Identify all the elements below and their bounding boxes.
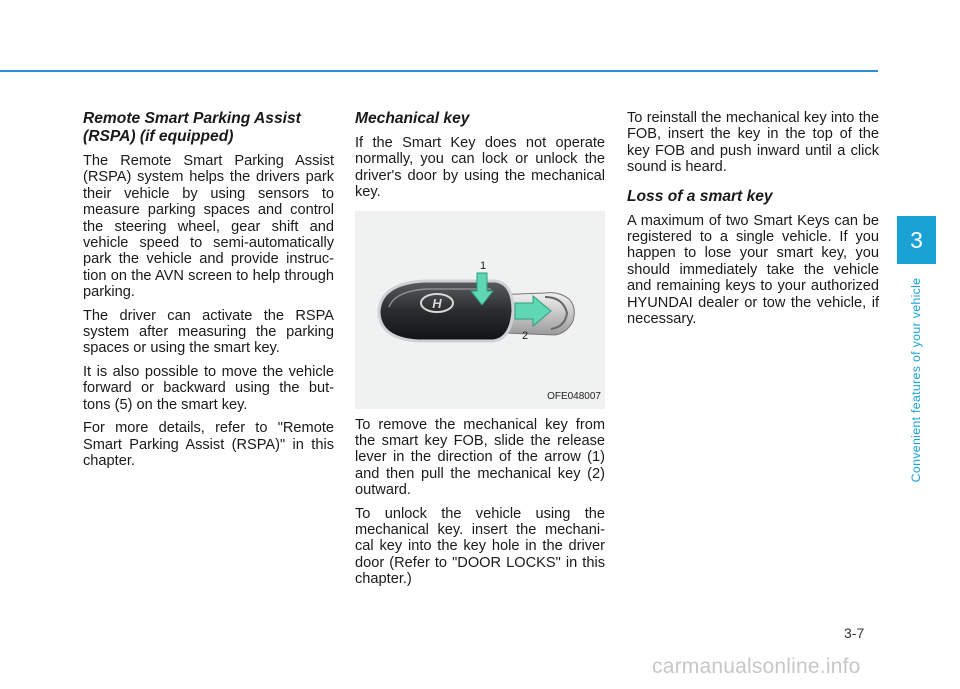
column-rspa (83, 110, 334, 476)
chapter-side-title: Convenient features of your vehicle (909, 277, 923, 483)
callout-1: 1 (479, 259, 487, 272)
column-loss-of-key (627, 110, 879, 334)
watermark: carmanualsonline.info (652, 655, 861, 678)
rspa-paragraph-3: It is also possible to move the vehicle forward or backward using the but-tons (5) on the smart key. (83, 363, 334, 413)
column-mechanical-key (355, 110, 605, 595)
callout-2: 2 (521, 329, 529, 342)
top-rule (0, 70, 878, 72)
smart-key-illustration (355, 211, 605, 409)
rspa-paragraph-4: For more details, refer to "Remote Smart Parking Assist (RSPA)" in this chapter. (83, 420, 334, 469)
reinstall-paragraph: To reinstall the mechanical key into the FOB, insert the key in the top of the key FOB and push inward until a click sound is heard. (627, 110, 879, 176)
loss-heading: Loss of a smart key (627, 187, 773, 205)
mechanical-key-paragraph-1: To remove the mechanical key from the smart key FOB, slide the release lever in the direction of the arrow (1) and then pull the mechanical key (2) outward. (355, 416, 605, 499)
mechanical-key-heading: Mechanical key (355, 110, 470, 127)
mechanical-key-intro: If the Smart Key does not operate normally, you can lock or unlock the driver's door by using the mechanical key. (355, 135, 605, 201)
chapter-tab: 3 (897, 216, 936, 264)
mechanical-key-paragraph-2: To unlock the vehicle using the mechanical key. insert the mechani-cal key into the key hole in the driver door (Refer to "DOOR LOCKS" in this chapter.) (355, 505, 605, 588)
rspa-paragraph-2: The driver can activate the RSPA system after measuring the parking spaces or using the smart key. (83, 307, 334, 357)
rspa-heading: Remote Smart Parking Assist (RSPA) (if equipped) (83, 110, 301, 145)
figure-code: OFE048007 (547, 391, 601, 403)
page-number: 3-7 (844, 625, 865, 641)
svg-text:H: H (432, 295, 442, 311)
loss-paragraph-1: A maximum of two Smart Keys can be registered to a single vehicle. If you happen to lose your smart key, you should immediately take the vehicle and remaining keys to your authorized HYUNDAI dealer or tow the vehicle, if necessary. (627, 212, 879, 328)
rspa-paragraph-1: The Remote Smart Parking Assist (RSPA) system helps the drivers park their vehicle by using sensors to measure parking spaces and control the steering wheel, gear shift and vehicle speed to semi-automatically park the vehicle and provide instruc-tion on the AVN screen to help through parking. (83, 153, 334, 301)
smart-key-figure (355, 211, 605, 409)
